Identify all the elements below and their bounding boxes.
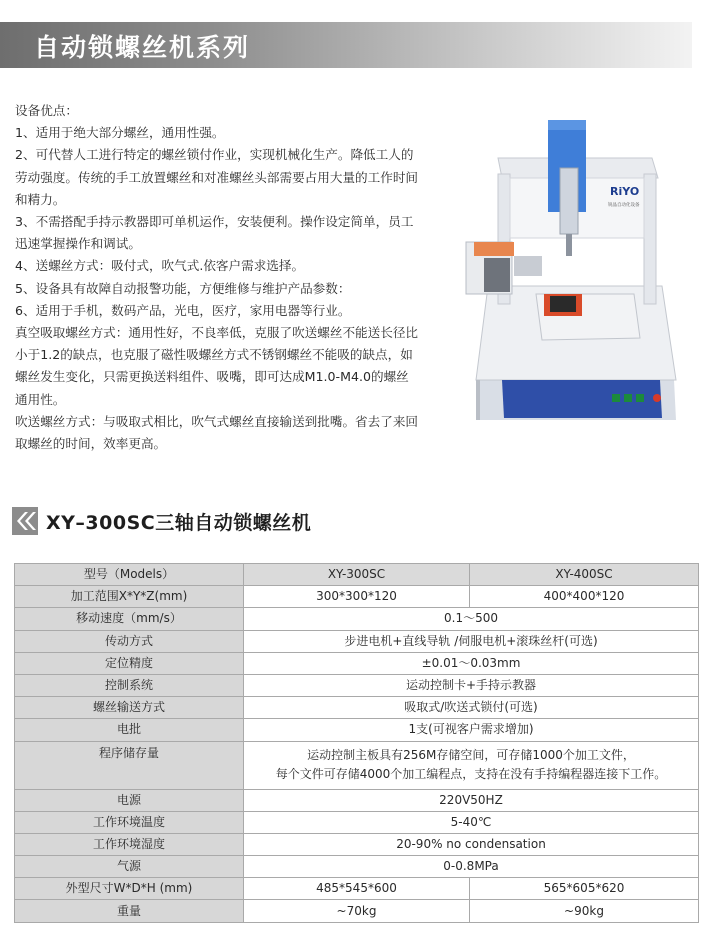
title-banner: [0, 22, 692, 68]
table-cell-value: ~90kg: [470, 900, 699, 922]
table-cell-value: 220V50HZ: [244, 789, 699, 811]
feature-line: 真空吸取螺丝方式：通用性好，不良率低，克服了吹送螺丝不能送长径比: [15, 325, 418, 341]
red-button-icon: [653, 394, 661, 402]
table-cell-value: 485*545*600: [244, 878, 470, 900]
page-title: 自动锁螺丝机系列: [34, 33, 251, 62]
storage-line-2: 每个文件可存储4000个加工编程点，支持在没有手持编程器连接下工作。: [275, 767, 667, 781]
model-title: XY–300SC三轴自动锁螺丝机: [46, 511, 312, 534]
green-button-icon: [636, 394, 644, 402]
table-cell-label: 移动速度（mm/s）: [15, 608, 244, 630]
green-button-icon: [612, 394, 620, 402]
feature-line: 螺丝发生变化，只需更换送料组件、吸嘴，即可达成M1.0-M4.0的螺丝: [15, 369, 409, 385]
table-cell-label: 螺丝输送方式: [15, 697, 244, 719]
table-cell-value: XY-400SC: [470, 564, 699, 586]
table-row: [15, 833, 699, 855]
feature-line: 3、不需搭配手持示教器即可单机运作，安装便利。操作设定简单，员工: [15, 214, 414, 230]
table-cell-label: 加工范围X*Y*Z(mm): [15, 586, 244, 608]
table-cell-value: 运动控制卡+手持示教器: [244, 674, 699, 696]
table-cell-value: ±0.01～0.03mm: [244, 652, 699, 674]
table-cell-value: XY-300SC: [244, 564, 470, 586]
feature-line: 吹送螺丝方式：与吸取式相比，吹气式螺丝直接输送到批嘴。省去了来回: [15, 413, 418, 429]
table-cell-label: 型号（Models）: [15, 564, 244, 586]
table-row: [15, 856, 699, 878]
table-cell-label: 传动方式: [15, 630, 244, 652]
table-cell-value: 5-40℃: [244, 811, 699, 833]
table-row: [15, 674, 699, 696]
feature-line: 1、适用于绝大部分螺丝，通用性强。: [15, 125, 225, 141]
table-cell-label: 重量: [15, 900, 244, 922]
feature-line: 劳动强度。传统的手工放置螺丝和对准螺丝头部需要占用大量的工作时间: [15, 169, 418, 185]
storage-line-1: 运动控制主板具有256M存储空间，可存储1000个加工文件，: [307, 748, 635, 762]
table-row: [15, 878, 699, 900]
table-cell-value: 步进电机+直线导轨 /伺服电机+滚珠丝杆(可选): [244, 630, 699, 652]
features-heading: 设备优点：: [15, 103, 78, 118]
feature-line: 和精力。: [15, 191, 66, 207]
table-cell-value: 565*605*620: [470, 878, 699, 900]
brand-subtitle: 锐晶自动化设备: [608, 203, 640, 208]
table-row: [15, 697, 699, 719]
table-cell-label: 控制系统: [15, 674, 244, 696]
table-header-row: [15, 564, 699, 586]
table-cell-label: 外型尺寸W*D*H (mm): [15, 878, 244, 900]
table-cell-label: 程序储存量: [15, 741, 244, 789]
feature-line: 通用性。: [15, 391, 66, 407]
feature-line: 4、送螺丝方式：吸付式，吹气式.依客户需求选择。: [15, 258, 305, 274]
table-cell-value: 0-0.8MPa: [244, 856, 699, 878]
table-row: [15, 900, 699, 922]
table-row: [15, 586, 699, 608]
table-cell-label: 电批: [15, 719, 244, 741]
feature-line: 2、可代替人工进行特定的螺丝锁付作业，实现机械化生产。降低工人的: [15, 147, 414, 163]
table-cell-label: 电源: [15, 789, 244, 811]
green-button-icon: [624, 394, 632, 402]
table-row: [15, 789, 699, 811]
table-cell-label: 工作环境湿度: [15, 833, 244, 855]
feature-line: 5、设备具有故障自动报警功能，方便维修与维护产品参数：: [15, 280, 351, 296]
table-row: [15, 608, 699, 630]
brand-logo: RiYO: [610, 185, 640, 198]
feature-line: 小于1.2的缺点，也克服了磁性吸螺丝方式不锈钢螺丝不能吸的缺点，如: [15, 347, 413, 363]
table-row: [15, 741, 699, 789]
table-cell-value: 20-90% no condensation: [244, 833, 699, 855]
table-cell-label: 工作环境温度: [15, 811, 244, 833]
table-row: [15, 719, 699, 741]
table-cell-label: 定位精度: [15, 652, 244, 674]
model-heading: [12, 506, 311, 536]
table-cell-value: 400*400*120: [470, 586, 699, 608]
table-cell-value: 0.1～500: [244, 608, 699, 630]
table-cell-value: 吸取式/吹送式锁付(可选): [244, 697, 699, 719]
double-chevron-left-icon: [12, 507, 38, 535]
feature-line: 6、适用于手机，数码产品，光电，医疗，家用电器等行业。: [15, 302, 351, 318]
table-row: [15, 652, 699, 674]
table-cell-value: ~70kg: [244, 900, 470, 922]
table-cell-label: 气源: [15, 856, 244, 878]
table-cell-value: [244, 741, 699, 789]
features-text: [15, 100, 470, 455]
feature-line: 迅速掌握操作和调试。: [15, 236, 141, 252]
table-row: [15, 811, 699, 833]
table-row: [15, 630, 699, 652]
machine-photo: [462, 118, 688, 424]
table-cell-value: 1支(可视客户需求增加): [244, 719, 699, 741]
spec-table: [14, 563, 699, 923]
feature-line: 取螺丝的时间，效率更高。: [15, 436, 167, 452]
table-cell-value: 300*300*120: [244, 586, 470, 608]
